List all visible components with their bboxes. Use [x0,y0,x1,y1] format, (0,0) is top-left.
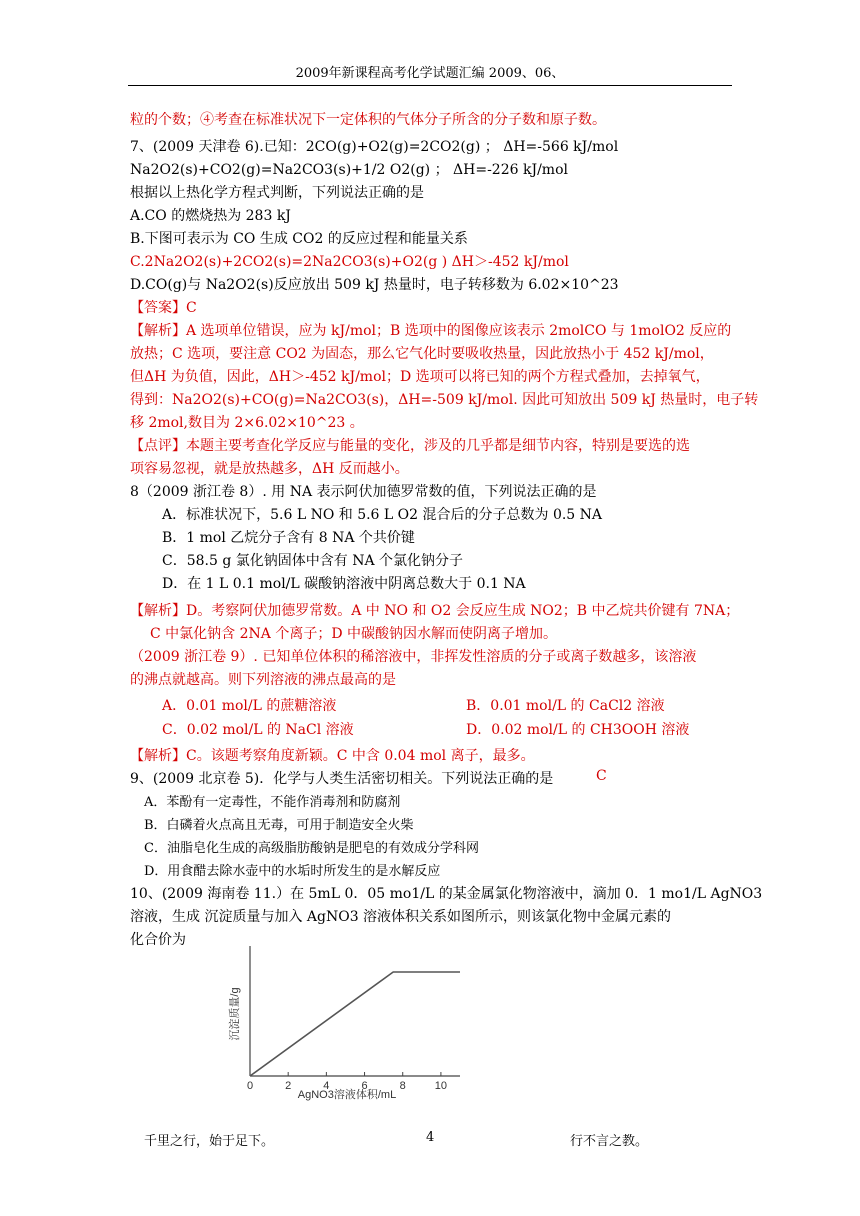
analysis-line: 但ΔH 为负值，因此，ΔH＞-452 kJ/mol；D 选项可以将已知的两个方程式叠加，去掉氧气， [130,369,710,385]
x-tick-label: 2 [285,1080,292,1092]
header-text: 2009年新课程高考化学试题汇编 2009、06、 [295,66,565,81]
option-b: B.下图可表示为 CO 生成 CO2 的反应过程和能量关系 [130,231,468,247]
question-stem: 根据以上热化学方程式判断，下列说法正确的是 [130,185,424,201]
series-line [250,972,460,1076]
footer-left: 千里之行，始于足下。 [144,1134,275,1149]
analysis-line: 【解析】A 选项单位错误，应为 kJ/mol；B 选项中的图像应该表示 2molCO 与 1molO2 反应的 [130,323,732,339]
x-tick-label: 4 [323,1080,330,1092]
analysis-line: 得到：Na2O2(s)+CO(g)=Na2CO3(s)，ΔH=-509 kJ/mol. 因此可知放出 509 kJ 热量时，电子转 [130,392,759,408]
question-stem: 溶液，生成 沉淀质量与加入 AgNO3 溶液体积关系如图所示，则该氯化物中金属元素的 [130,909,672,925]
precipitate-chart [222,936,472,1101]
analysis-line: C 中氯化钠含 2NA 个离子；D 中碳酸钠因水解而使阴离子增加。 [150,626,558,642]
option-d: D．在 1 L 0.1 mol/L 碳酸钠溶液中阴离总数大于 0.1 NA [162,576,526,592]
x-tick-label: 10 [434,1080,448,1092]
option-c: C.2Na2O2(s)+2CO2(s)=2Na2CO3(s)+O2(g ) ΔH＞-452 kJ/mol [130,254,569,270]
option-a: A．0.01 mol/L 的蔗糖溶液 [162,698,337,714]
chart-axes [250,946,460,1076]
x-tick-label: 8 [399,1080,406,1092]
x-tick-label: 0 [246,1080,254,1092]
analysis-line: 【解析】C。该题考察角度新颖。C 中含 0.04 mol 离子，最多。 [130,748,535,764]
option-d: D．用食醋去除水壶中的水垢时所发生的是水解反应 [144,864,441,879]
option-a: A．标准状况下，5.6 L NO 和 5.6 L O2 混合后的分子总数为 0.5 NA [162,507,603,523]
comment-line: 项容易忽视，就是放热越多，ΔH 反而越小。 [130,461,409,477]
option-c: C．油脂皂化生成的高级脂肪酸钠是肥皂的有效成分学科网 [144,841,479,856]
option-b: B．1 mol 乙烷分子含有 8 NA 个共价键 [162,530,415,546]
option-d: D.CO(g)与 Na2O2(s)反应放出 509 kJ 热量时，电子转移数为 6.02×10^23 [130,277,619,293]
question-9a-title: （2009 浙江卷 9）. 已知单位体积的稀溶液中，非挥发性溶质的分子或离子数越多，该溶液 [130,649,697,665]
y-axis-label: 沉淀质量/g [229,987,241,1041]
analysis-line: 放热；C 选项，要注意 CO2 为固态，那么它气化时要吸收热量，因此放热小于 452 kJ/mol， [130,346,714,362]
option-b: B．白磷着火点高且无毒，可用于制造安全火柴 [144,818,414,833]
question-8-title: 8（2009 浙江卷 8）. 用 NA 表示阿伏加德罗常数的值，下列说法正确的是 [130,484,597,500]
page-header [128,62,732,86]
option-c: C．0.02 mol/L 的 NaCl 溶液 [162,722,354,738]
question-9-title: 9、(2009 北京卷 5)．化学与人类生活密切相关。下列说法正确的是 [130,771,554,787]
option-c: C．58.5 g 氯化钠固体中含有 NA 个氯化钠分子 [162,553,464,569]
question-stem: 的沸点就越高。则下列溶液的沸点最高的是 [130,672,396,688]
question-7-title: 7、(2009 天津卷 6).已知：2CO(g)+O2(g)=2CO2(g) ； ΔH=-566 kJ/mol [130,139,619,155]
comment-line: 【点评】本题主要考查化学反应与能量的变化，涉及的几乎都是细节内容，特别是要选的选 [130,438,690,454]
x-tick-label: 6 [361,1080,368,1092]
question-stem: 化合价为 [130,932,186,948]
question-9-answer: C [596,768,607,784]
analysis-line: 移 2mol,数目为 2×6.02×10^23 。 [130,415,364,431]
option-a: A．苯酚有一定毒性，不能作消毒剂和防腐剂 [144,795,401,810]
page-number: 4 [426,1130,435,1145]
analysis-line: 【解析】D。考察阿伏加德罗常数。A 中 NO 和 O2 会反应生成 NO2；B 中乙烷共价键有 7NA； [130,603,740,619]
option-b: B．0.01 mol/L 的 CaCl2 溶液 [466,698,665,714]
answer-label: 【答案】C [130,300,197,316]
option-a: A.CO 的燃烧热为 283 kJ [130,208,291,224]
x-axis-label: AgNO3溶液体积/mL [297,1089,397,1101]
option-d: D．0.02 mol/L 的 CH3OOH 溶液 [466,722,690,738]
text-line: 粒的个数；④考查在标准状况下一定体积的气体分子所含的分子数和原子数。 [130,112,606,128]
footer-right: 行不言之教。 [570,1134,649,1149]
equation-line: Na2O2(s)+CO2(g)=Na2CO3(s)+1/2 O2(g) ； ΔH=-226 kJ/mol [130,162,568,178]
question-10-title: 10、(2009 海南卷 11.）在 5mL 0．05 mo1/L 的某金属氯化物溶液中，滴加 0．1 mo1/L AgNO3 [130,886,763,902]
